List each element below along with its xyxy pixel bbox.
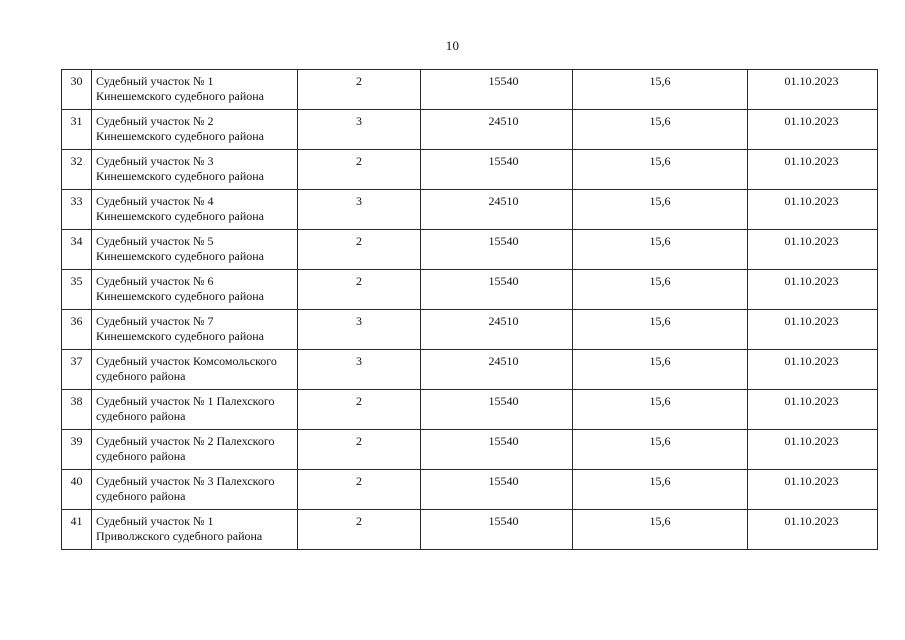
- coefficient-cell: 15,6: [573, 390, 748, 430]
- table-row: [62, 70, 878, 110]
- court-name-cell: [92, 150, 298, 190]
- court-name-cell: [92, 70, 298, 110]
- table-row: [62, 110, 878, 150]
- row-number-cell: 41: [62, 510, 92, 550]
- salary-cell: 24510: [421, 110, 573, 150]
- table-row: [62, 390, 878, 430]
- table-row: [62, 430, 878, 470]
- court-name-line1: Судебный участок № 1 Палехского: [96, 394, 275, 408]
- court-name-line2: Кинешемского судебного района: [96, 209, 264, 223]
- coefficient-cell: 15,6: [573, 270, 748, 310]
- staff-count-cell: 3: [298, 190, 421, 230]
- court-name-line1: Судебный участок № 1: [96, 514, 214, 528]
- page-number: 10: [445, 38, 460, 53]
- salary-cell: 15540: [421, 270, 573, 310]
- staff-count-cell: 3: [298, 310, 421, 350]
- coefficient-cell: 15,6: [573, 230, 748, 270]
- court-name-line2: судебного района: [96, 489, 186, 503]
- salary-cell: 15540: [421, 510, 573, 550]
- effective-date-cell: 01.10.2023: [748, 110, 878, 150]
- court-name-cell: [92, 310, 298, 350]
- staff-count-cell: 2: [298, 430, 421, 470]
- court-name-cell: [92, 470, 298, 510]
- row-number-cell: 32: [62, 150, 92, 190]
- effective-date-cell: 01.10.2023: [748, 190, 878, 230]
- coefficient-cell: 15,6: [573, 110, 748, 150]
- row-number-cell: 31: [62, 110, 92, 150]
- court-name-line1: Судебный участок № 5: [96, 234, 214, 248]
- effective-date-cell: 01.10.2023: [748, 430, 878, 470]
- court-name-line2: Кинешемского судебного района: [96, 89, 264, 103]
- table-row: [62, 510, 878, 550]
- court-districts-table: [61, 69, 878, 550]
- table-row: [62, 350, 878, 390]
- court-name-line2: Кинешемского судебного района: [96, 329, 264, 343]
- court-name-line1: Судебный участок № 2 Палехского: [96, 434, 275, 448]
- staff-count-cell: 2: [298, 270, 421, 310]
- effective-date-cell: 01.10.2023: [748, 350, 878, 390]
- effective-date-cell: 01.10.2023: [748, 270, 878, 310]
- table-row: [62, 190, 878, 230]
- court-name-line2: Кинешемского судебного района: [96, 129, 264, 143]
- court-name-cell: [92, 190, 298, 230]
- staff-count-cell: 2: [298, 70, 421, 110]
- effective-date-cell: 01.10.2023: [748, 70, 878, 110]
- row-number-cell: 35: [62, 270, 92, 310]
- court-name-line2: судебного района: [96, 409, 186, 423]
- table-row: [62, 270, 878, 310]
- salary-cell: 15540: [421, 470, 573, 510]
- row-number-cell: 39: [62, 430, 92, 470]
- coefficient-cell: 15,6: [573, 70, 748, 110]
- court-name-cell: [92, 230, 298, 270]
- salary-cell: 24510: [421, 310, 573, 350]
- staff-count-cell: 2: [298, 390, 421, 430]
- staff-count-cell: 2: [298, 230, 421, 270]
- effective-date-cell: 01.10.2023: [748, 230, 878, 270]
- salary-cell: 15540: [421, 430, 573, 470]
- salary-cell: 24510: [421, 350, 573, 390]
- salary-cell: 24510: [421, 190, 573, 230]
- court-name-line2: Кинешемского судебного района: [96, 169, 264, 183]
- table-row: [62, 470, 878, 510]
- court-name-cell: [92, 390, 298, 430]
- row-number-cell: 30: [62, 70, 92, 110]
- staff-count-cell: 2: [298, 510, 421, 550]
- coefficient-cell: 15,6: [573, 150, 748, 190]
- staff-count-cell: 3: [298, 350, 421, 390]
- court-name-line1: Судебный участок № 3: [96, 154, 214, 168]
- court-name-line2: Приволжского судебного района: [96, 529, 263, 543]
- salary-cell: 15540: [421, 230, 573, 270]
- court-name-line2: Кинешемского судебного района: [96, 249, 264, 263]
- court-name-line2: Кинешемского судебного района: [96, 289, 264, 303]
- court-name-cell: [92, 510, 298, 550]
- table-row: [62, 310, 878, 350]
- staff-count-cell: 3: [298, 110, 421, 150]
- effective-date-cell: 01.10.2023: [748, 150, 878, 190]
- row-number-cell: 34: [62, 230, 92, 270]
- row-number-cell: 37: [62, 350, 92, 390]
- row-number-cell: 40: [62, 470, 92, 510]
- row-number-cell: 38: [62, 390, 92, 430]
- coefficient-cell: 15,6: [573, 310, 748, 350]
- court-name-line1: Судебный участок Комсомольского: [96, 354, 277, 368]
- row-number-cell: 36: [62, 310, 92, 350]
- court-name-cell: [92, 430, 298, 470]
- coefficient-cell: 15,6: [573, 510, 748, 550]
- court-name-line1: Судебный участок № 3 Палехского: [96, 474, 275, 488]
- effective-date-cell: 01.10.2023: [748, 310, 878, 350]
- court-name-line1: Судебный участок № 1: [96, 74, 214, 88]
- coefficient-cell: 15,6: [573, 470, 748, 510]
- court-name-line1: Судебный участок № 2: [96, 114, 214, 128]
- effective-date-cell: 01.10.2023: [748, 390, 878, 430]
- effective-date-cell: 01.10.2023: [748, 510, 878, 550]
- effective-date-cell: 01.10.2023: [748, 470, 878, 510]
- court-name-line1: Судебный участок № 4: [96, 194, 214, 208]
- court-name-cell: [92, 350, 298, 390]
- table-row: [62, 150, 878, 190]
- coefficient-cell: 15,6: [573, 430, 748, 470]
- coefficient-cell: 15,6: [573, 350, 748, 390]
- court-name-cell: [92, 110, 298, 150]
- table-body: [62, 70, 878, 550]
- court-name-line2: судебного района: [96, 449, 186, 463]
- coefficient-cell: 15,6: [573, 190, 748, 230]
- salary-cell: 15540: [421, 70, 573, 110]
- table-row: [62, 230, 878, 270]
- court-name-line1: Судебный участок № 6: [96, 274, 214, 288]
- court-name-line1: Судебный участок № 7: [96, 314, 214, 328]
- staff-count-cell: 2: [298, 150, 421, 190]
- row-number-cell: 33: [62, 190, 92, 230]
- salary-cell: 15540: [421, 150, 573, 190]
- staff-count-cell: 2: [298, 470, 421, 510]
- court-name-cell: [92, 270, 298, 310]
- court-name-line2: судебного района: [96, 369, 186, 383]
- salary-cell: 15540: [421, 390, 573, 430]
